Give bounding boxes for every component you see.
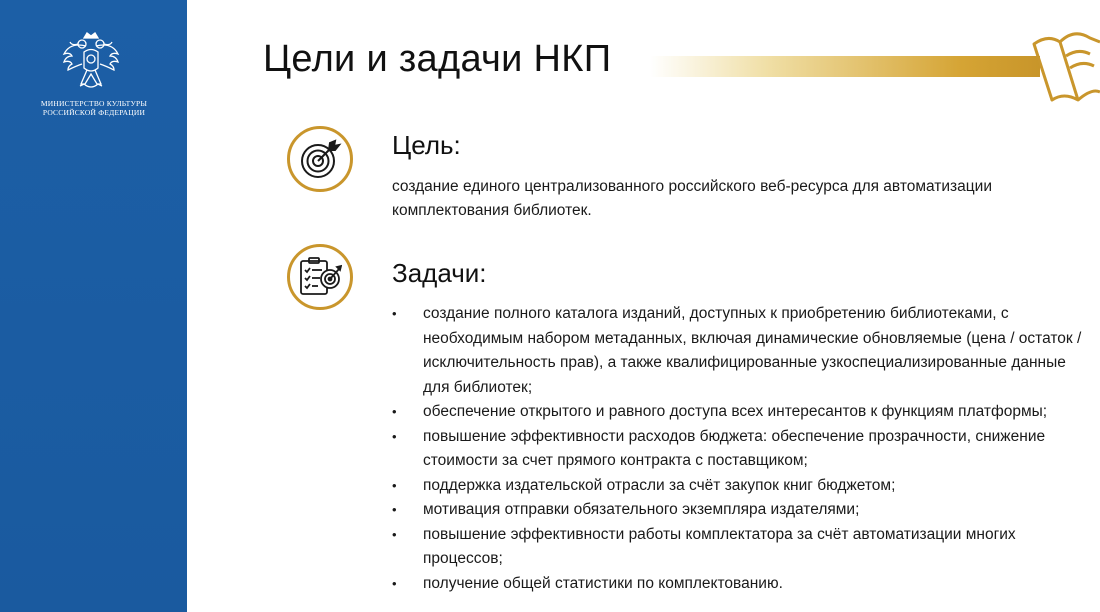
goal-text: создание единого централизованного российского веб-ресурса для автоматизации комплектования библиотек. [392,178,992,219]
target-icon [287,126,353,192]
ministry-line-1: МИНИСТЕРСТВО КУЛЬТУРЫ [40,99,148,108]
task-item: • повышение эффективности расходов бюджета: обеспечение прозрачности, снижение стоимости за счет прямого контракта с поставщиком; [392,425,1092,474]
task-item: • получение общей статистики по комплектованию. [392,572,1092,597]
goal-heading: Цель: [392,130,461,160]
sidebar [0,0,187,612]
task-item: • создание полного каталога изданий, доступных к приобретению библиотеками, с необходимым набором метаданных, включая динамические обновляемые (цена / остаток / исключительность прав), а также квалифицированные узкоспециализированные данные для библиотек; [392,302,1092,400]
tasks-heading: Задачи: [392,258,487,288]
double-headed-eagle-icon [60,26,122,98]
task-item: • обеспечение открытого и равного доступа всех интересантов к функциям платформы; [392,400,1092,425]
open-book-icon [1026,20,1100,110]
ministry-line-2: РОССИЙСКОЙ ФЕДЕРАЦИИ [42,108,146,117]
ministry-caption [30,99,158,117]
task-item: • поддержка издательской отрасли за счёт закупок книг бюджетом; [392,474,1092,499]
target-icon-graphic [298,137,342,181]
checklist-target-icon-graphic [298,255,342,299]
page-title: Цели и задачи НКП [263,38,612,80]
task-item: • мотивация отправки обязательного экземпляра издателями; [392,498,1092,523]
checklist-target-icon [287,244,353,310]
tasks-list [392,302,1092,596]
title-accent-bar [650,56,1040,77]
task-item: • повышение эффективности работы комплектатора за счёт автоматизации многих процессов; [392,523,1092,572]
